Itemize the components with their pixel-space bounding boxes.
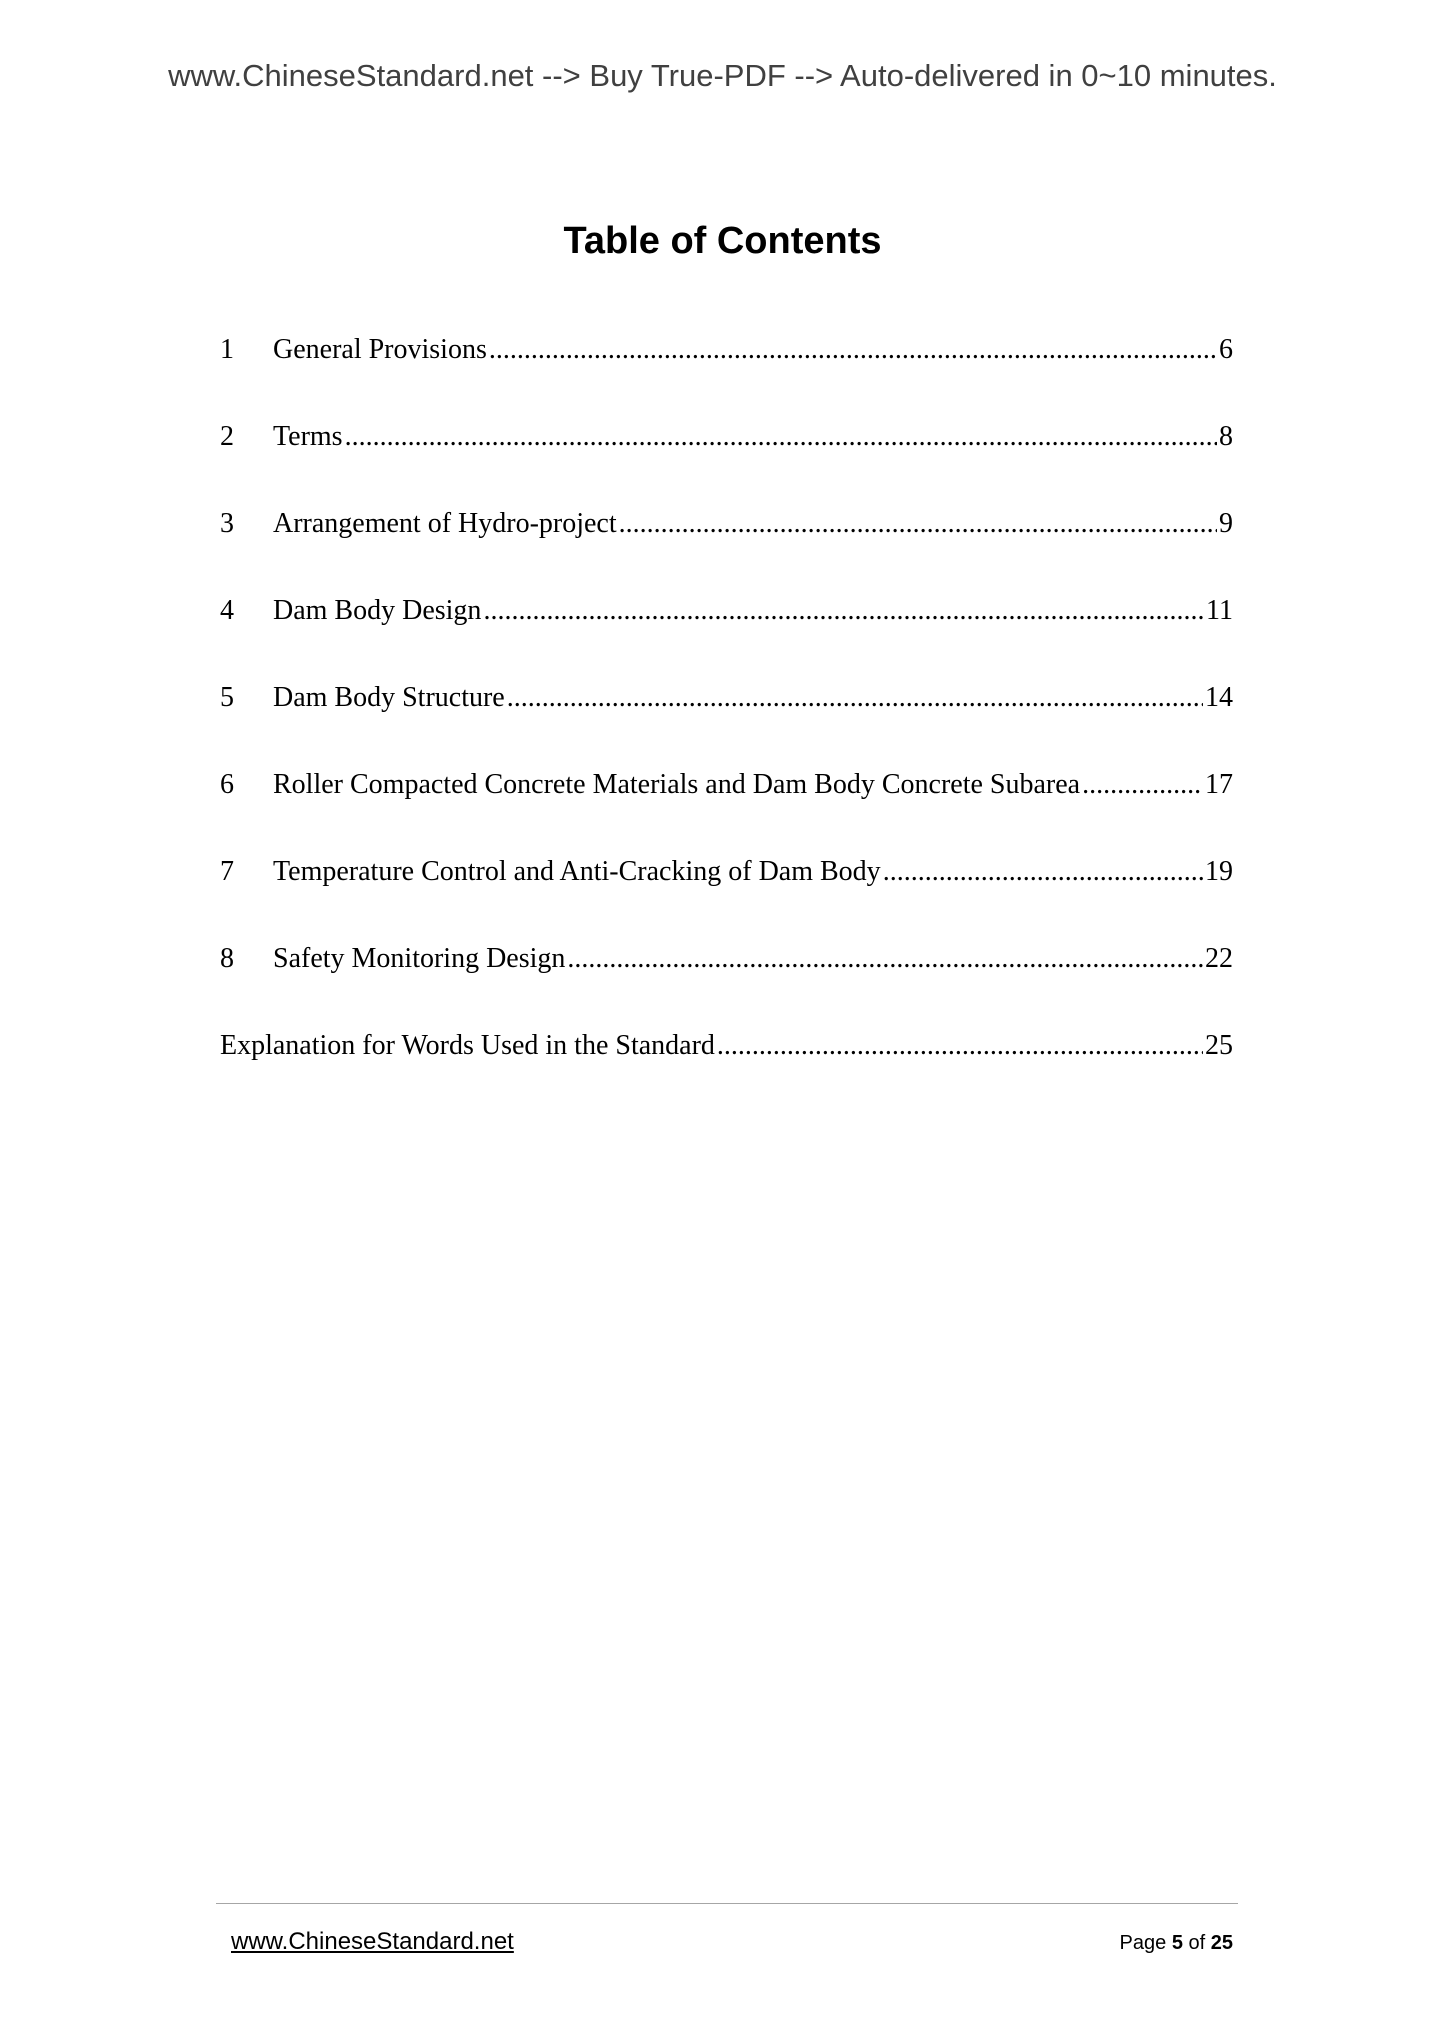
header-banner: www.ChineseStandard.net --> Buy True-PDF --> Auto-delivered in 0~10 minutes. xyxy=(168,58,1277,93)
toc-entry-page: 17 xyxy=(1205,769,1233,800)
toc-dot-leader xyxy=(717,1030,1203,1062)
page-indicator xyxy=(1120,1932,1233,1955)
toc-entry-page: 14 xyxy=(1205,682,1233,713)
total-pages-number: 25 xyxy=(1210,1932,1233,1954)
toc-entry-number: 6 xyxy=(220,769,234,800)
toc-entry-title: Dam Body Design xyxy=(273,595,482,626)
toc-dot-leader xyxy=(345,421,1217,453)
toc-entry-title: Arrangement of Hydro-project xyxy=(273,508,617,539)
of-label: of xyxy=(1188,1932,1206,1954)
table-of-contents xyxy=(220,334,1233,1117)
toc-entry-number: 3 xyxy=(220,508,234,539)
toc-dot-leader xyxy=(567,943,1203,975)
toc-entry-number: 2 xyxy=(220,421,234,452)
toc-entry-page: 22 xyxy=(1205,943,1233,974)
toc-entry-page: 9 xyxy=(1219,508,1233,539)
toc-dot-leader xyxy=(507,682,1203,714)
current-page-number: 5 xyxy=(1171,1932,1183,1954)
footer-website-link[interactable]: www.ChineseStandard.net xyxy=(231,1928,514,1955)
toc-entry-page: 25 xyxy=(1205,1030,1233,1061)
toc-entry-title: General Provisions xyxy=(273,334,487,365)
toc-entry-number: 1 xyxy=(220,334,234,365)
toc-entry-page: 8 xyxy=(1219,421,1233,452)
toc-entry-page: 11 xyxy=(1206,595,1233,626)
footer-divider xyxy=(216,1903,1238,1904)
toc-entry-number: 5 xyxy=(220,682,234,713)
toc-entry-title: Dam Body Structure xyxy=(273,682,505,713)
toc-entry-explanation[interactable] xyxy=(220,1030,1233,1117)
toc-entry-title: Safety Monitoring Design xyxy=(273,943,566,974)
toc-entry-title: Temperature Control and Anti-Cracking of Dam Body xyxy=(273,856,881,887)
toc-entry-page: 6 xyxy=(1219,334,1233,365)
toc-entry-title: Terms xyxy=(273,421,343,452)
toc-entry-1[interactable] xyxy=(220,334,1233,421)
page-title: Table of Contents xyxy=(563,220,882,262)
toc-dot-leader xyxy=(883,856,1203,888)
toc-entry-number: 7 xyxy=(220,856,234,887)
toc-dot-leader xyxy=(483,595,1204,627)
toc-dot-leader xyxy=(489,334,1217,366)
toc-entry-3[interactable] xyxy=(220,508,1233,595)
toc-dot-leader xyxy=(1082,769,1203,801)
toc-entry-page: 19 xyxy=(1205,856,1233,887)
toc-entry-7[interactable] xyxy=(220,856,1233,943)
toc-entry-title: Explanation for Words Used in the Standard xyxy=(220,1030,715,1061)
toc-entry-4[interactable] xyxy=(220,595,1233,682)
toc-entry-2[interactable] xyxy=(220,421,1233,508)
toc-entry-title: Roller Compacted Concrete Materials and Dam Body Concrete Subarea xyxy=(273,769,1081,800)
toc-entry-5[interactable] xyxy=(220,682,1233,769)
toc-entry-6[interactable] xyxy=(220,769,1233,856)
toc-entry-number: 8 xyxy=(220,943,234,974)
page-label: Page xyxy=(1119,1932,1167,1954)
toc-entry-number: 4 xyxy=(220,595,234,626)
toc-dot-leader xyxy=(619,508,1217,540)
toc-entry-8[interactable] xyxy=(220,943,1233,1030)
